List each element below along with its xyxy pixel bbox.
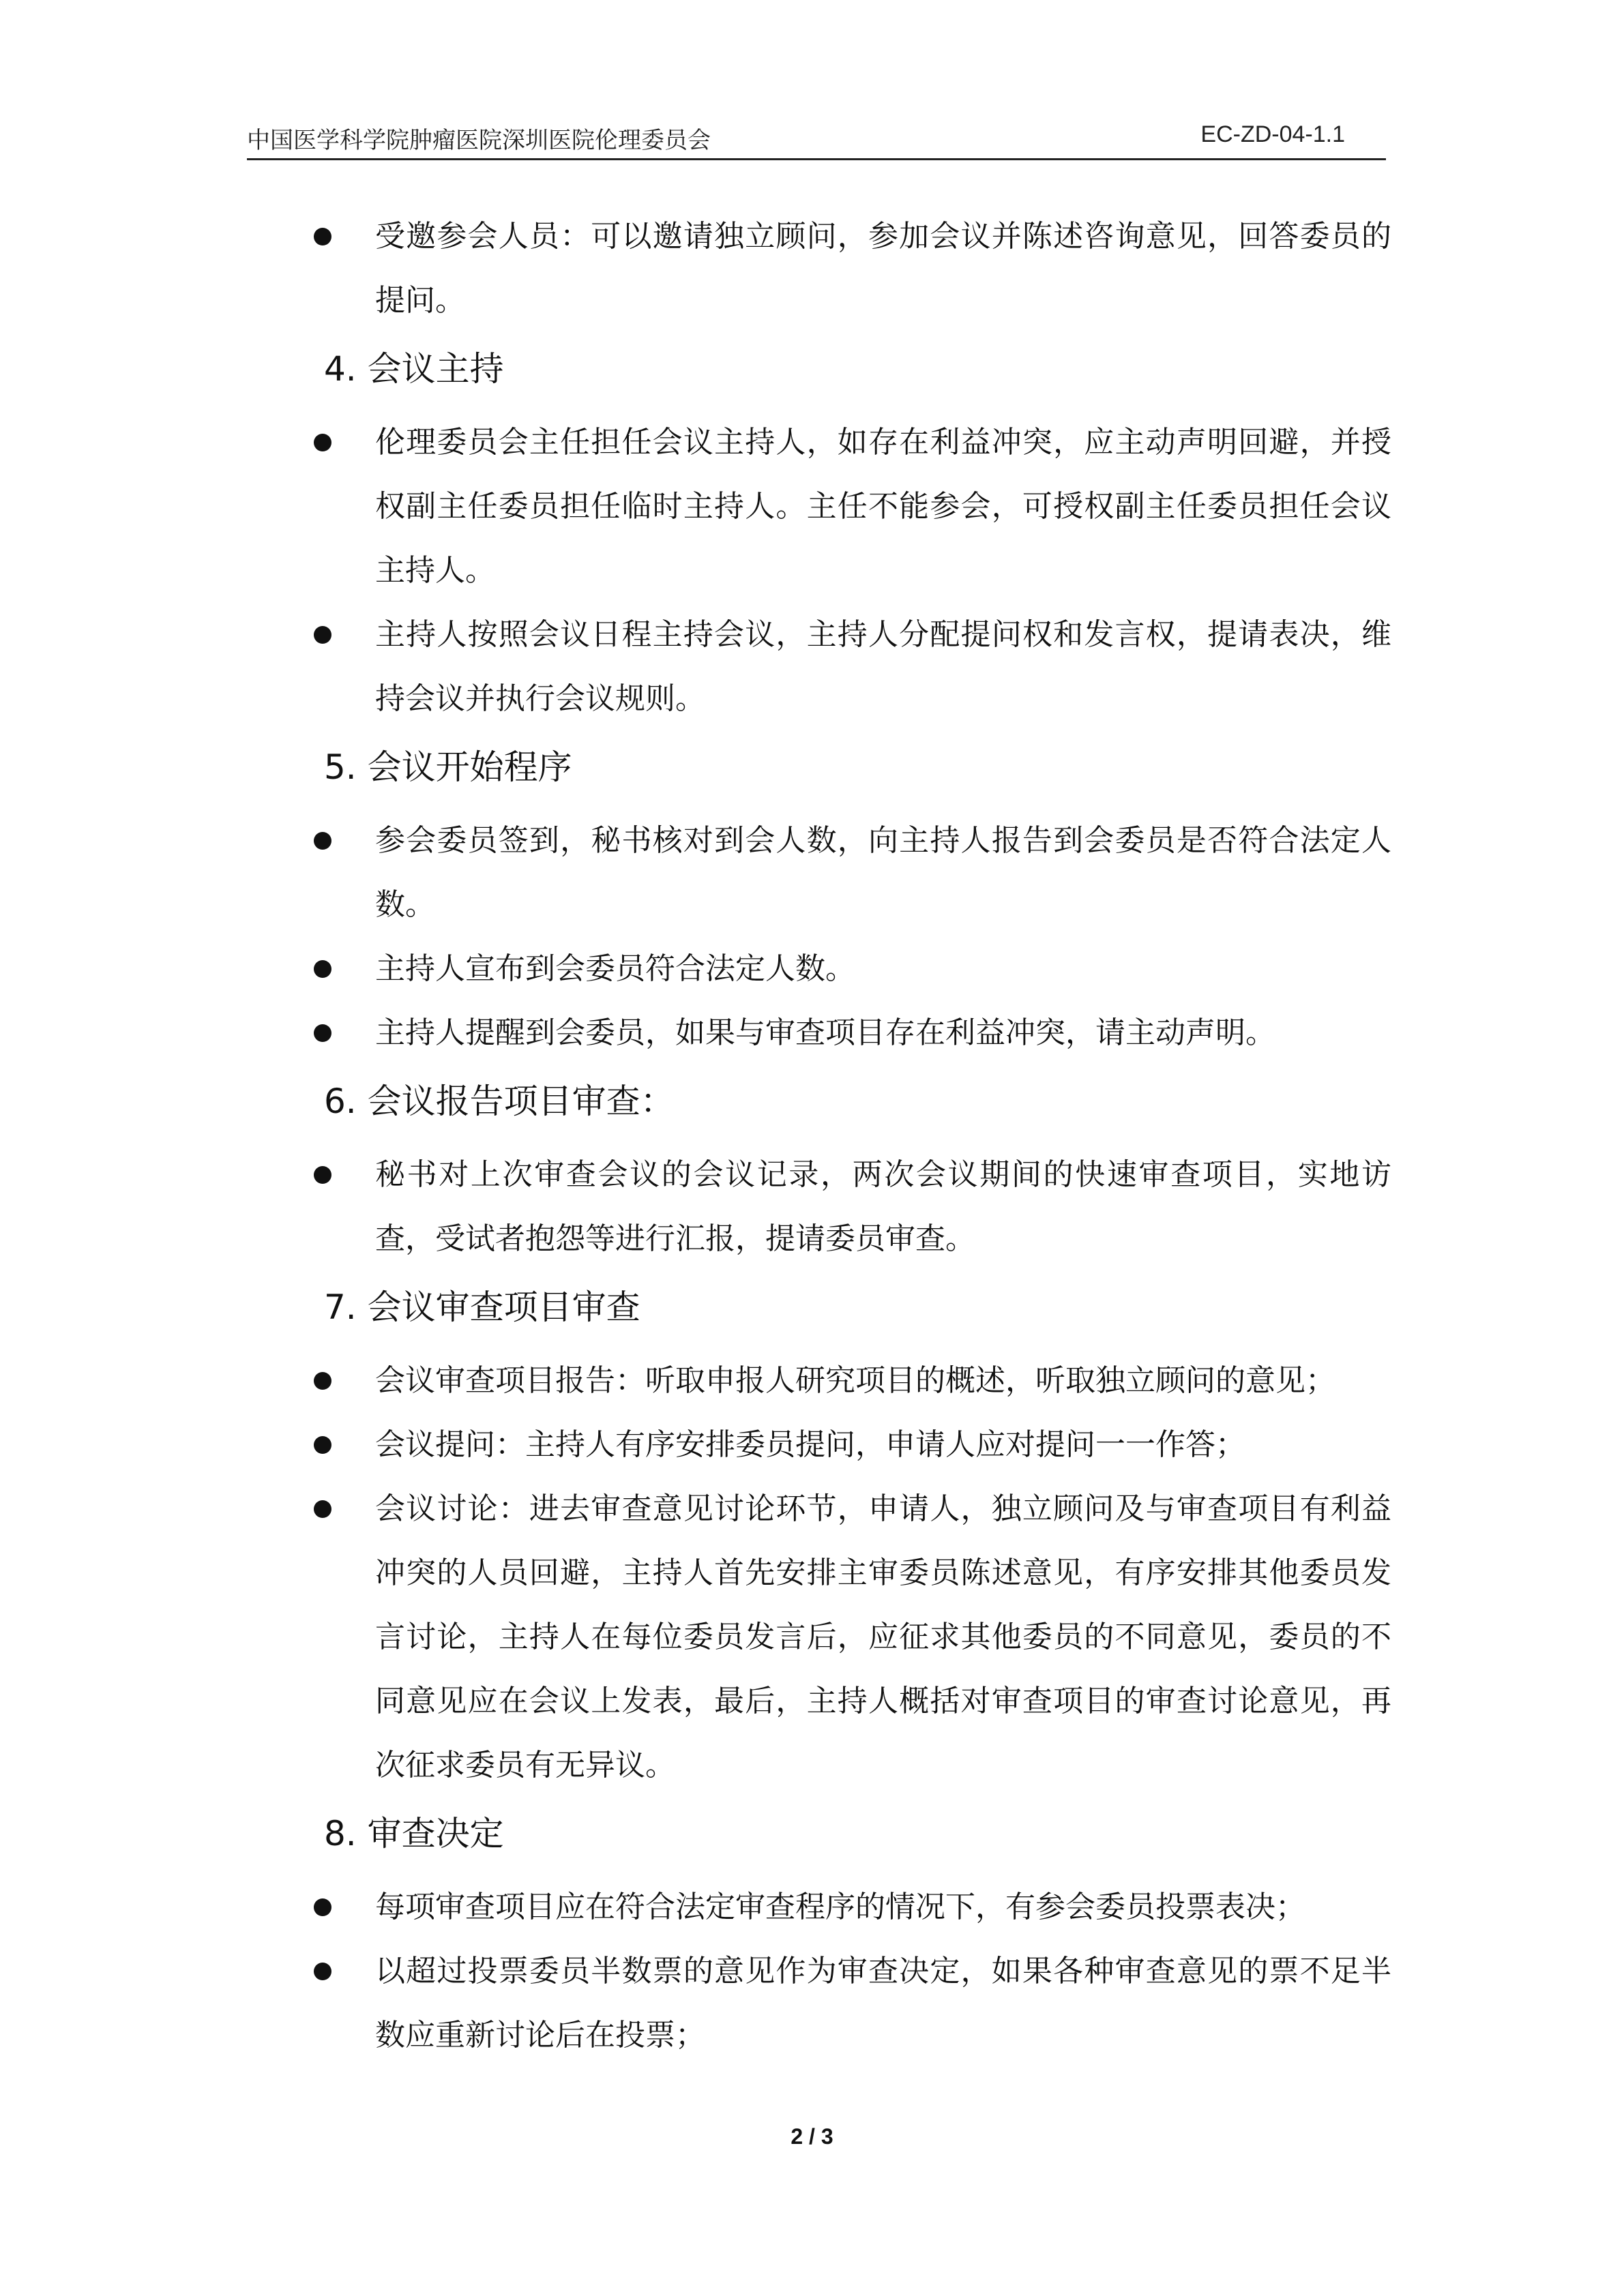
- list-item: [314, 1413, 1391, 1477]
- list-item-text: 每项审查项目应在符合法定审查程序的情况下，有参会委员投票表决；: [375, 1890, 1305, 1924]
- list-item-text: 会议审查项目报告：听取申报人研究项目的概述，听取独立顾问的意见；: [375, 1363, 1335, 1398]
- bullet-icon: [314, 1436, 331, 1454]
- institution-name: 中国医学科学院肿瘤医院深圳医院伦理委员会: [247, 127, 711, 154]
- bullet-icon: [314, 1500, 331, 1518]
- bullet-icon: [314, 1166, 331, 1184]
- document-code: EC-ZD-04-1.1: [1200, 121, 1345, 147]
- list-item: [314, 1143, 1391, 1271]
- bullet-icon: [314, 434, 331, 451]
- list-item-text: 主持人按照会议日程主持会议，主持人分配提问权和发言权，提请表决，维持会议并执行会议规则。: [375, 617, 1391, 716]
- list-item: [314, 1349, 1391, 1413]
- list-item: [314, 205, 1391, 333]
- bullet-icon: [314, 1024, 331, 1042]
- list-item: [314, 411, 1391, 603]
- list-item: [314, 1875, 1391, 1939]
- list-item-text: 会议讨论：进去审查意见讨论环节，申请人，独立顾问及与审查项目有利益冲突的人员回避，主持人首先安排主审委员陈述意见，有序安排其他委员发言讨论，主持人在每位委员发言后，应征求其他委员的不同意见，委员的不同意见应在会议上发表，最后，主持人概括对审查项目的审查讨论意见，再次征求委员有无异议。: [375, 1491, 1391, 1783]
- list-item-text: 以超过投票委员半数票的意见作为审查决定，如果各种审查意见的票不足半数应重新讨论后在投票；: [375, 1954, 1391, 2053]
- list-item: [314, 809, 1391, 937]
- bullet-icon: [314, 1963, 331, 1980]
- section-heading: 8. 审查决定: [324, 1814, 504, 1853]
- section-heading: 6. 会议报告项目审查：: [324, 1082, 675, 1121]
- list-item-text: 主持人提醒到会委员，如果与审查项目存在利益冲突，请主动声明。: [375, 1015, 1275, 1050]
- list-item: [314, 1001, 1391, 1065]
- list-item-text: 参会委员签到，秘书核对到会人数，向主持人报告到会委员是否符合法定人数。: [375, 823, 1391, 922]
- bullet-icon: [314, 1898, 331, 1916]
- section-heading: 7. 会议审查项目审查: [324, 1287, 640, 1327]
- bullet-icon: [314, 228, 331, 245]
- bullet-icon: [314, 1372, 331, 1390]
- list-item-text: 受邀参会人员：可以邀请独立顾问，参加会议并陈述咨询意见，回答委员的提问。: [375, 219, 1391, 318]
- bullet-icon: [314, 832, 331, 850]
- list-item: [314, 603, 1391, 731]
- page-header: [247, 116, 1386, 160]
- list-item-text: 主持人宣布到会委员符合法定人数。: [375, 951, 855, 986]
- section-heading: 5. 会议开始程序: [324, 747, 572, 787]
- page-number: 2 / 3: [791, 2124, 833, 2149]
- list-item-text: 秘书对上次审查会议的会议记录，两次会议期间的快速审查项目，实地访查，受试者抱怨等进行汇报，提请委员审查。: [375, 1157, 1391, 1256]
- list-item-text: 会议提问：主持人有序安排委员提问，申请人应对提问一一作答；: [375, 1427, 1245, 1462]
- list-item: [314, 937, 1391, 1001]
- list-item: [314, 1477, 1391, 1798]
- section-heading: 4. 会议主持: [324, 349, 504, 389]
- list-item-text: 伦理委员会主任担任会议主持人，如存在利益冲突，应主动声明回避，并授权副主任委员担任临时主持人。主任不能参会，可授权副主任委员担任会议主持人。: [375, 425, 1391, 588]
- document-body: [314, 205, 1391, 2068]
- list-item: [314, 1939, 1391, 2068]
- bullet-icon: [314, 626, 331, 644]
- bullet-icon: [314, 960, 331, 978]
